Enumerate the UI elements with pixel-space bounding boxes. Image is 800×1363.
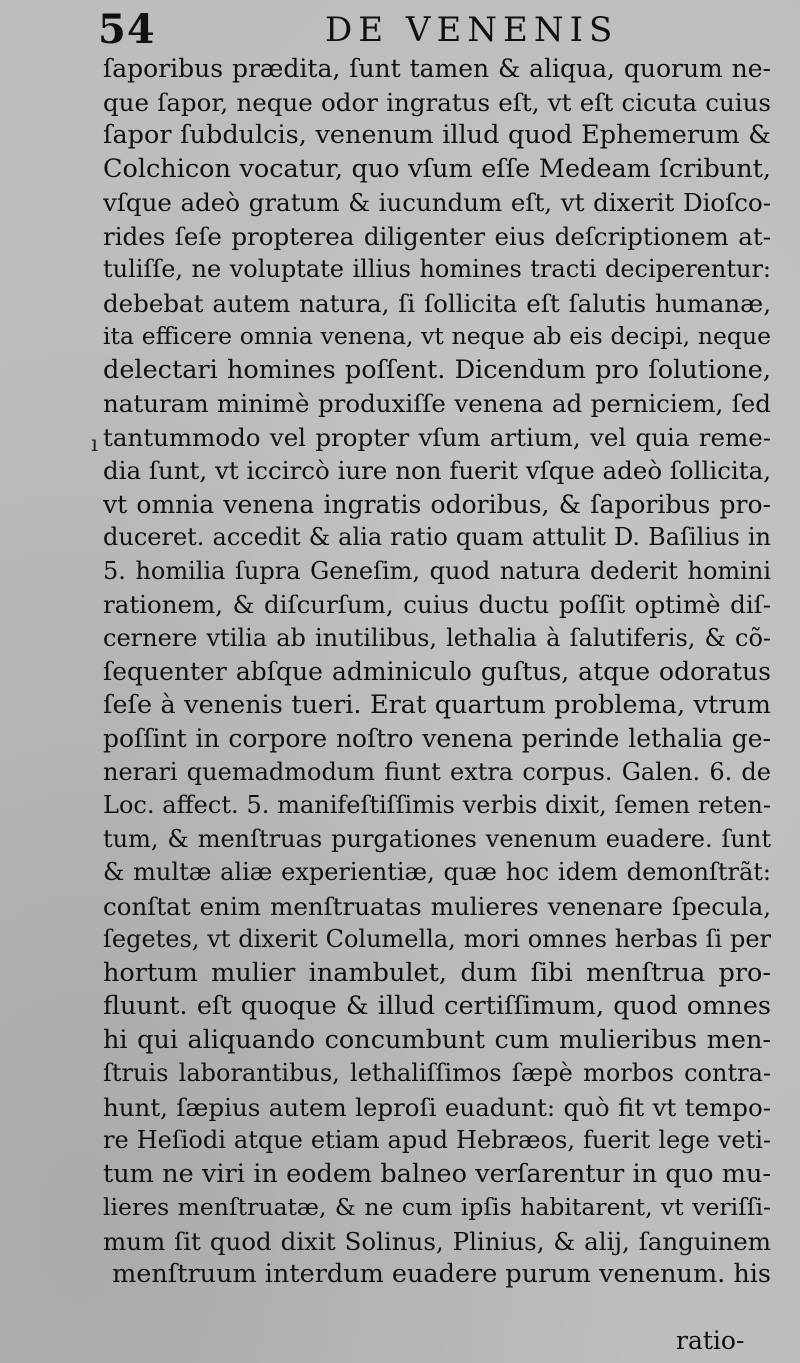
text-line: ſequenter abſque adminiculo guſtus, atque odoratus [103,657,771,686]
text-line: conſtat enim menſtruatas mulieres venenare ſpecula, [103,891,771,921]
text-line: hi qui aliquando concumbunt cum mulieribus men- [103,1024,771,1055]
text-line: ſapor ſubdulcis, venenum illud quod Ephemerum & [103,120,771,150]
text-line: vſque adeò gratum & iucundum eſt, vt dixerit Dioſco- [103,188,771,217]
running-title: DE VENENIS [325,10,619,50]
text-line: vt omnia venena ingratis odoribus, & ſaporibus pro- [103,489,771,519]
catchword: ratio- [676,1326,745,1355]
text-line: ita efficere omnia venena, vt neque ab eis decipi, neque [103,322,771,350]
text-line: re Heſiodi atque etiam apud Hebræos, fuerit lege veti- [103,1126,771,1154]
text-line: fluunt. eſt quoque & illud certiſſimum, quod omnes [103,991,771,1021]
text-line: rides ſeſe propterea diligenter eius deſcriptionem at- [103,221,771,251]
text-line: nerari quemadmodum fiunt extra corpus. Galen. 6. de [103,757,771,786]
text-line: duceret. accedit & alia ratio quam attulit D. Baſilius in [103,523,771,551]
text-line: tum, & menſtruas purgationes venenum euadere. ſunt [103,824,771,853]
text-line: ſegetes, vt dixerit Columella, mori omnes herbas ſi per [103,925,771,953]
text-line: hunt, ſæpius autem leproſi euadunt: quò fit vt tempo- [103,1092,771,1122]
body-text [103,52,771,1292]
text-line: tantummodo vel propter vſum artium, vel quia reme- [103,422,771,452]
text-line: cernere vtilia ab inutilibus, lethalia à ſalutiferis, & cõ- [103,623,771,652]
text-line: rationem, & diſcurſum, cuius ductu poſſit optimè diſ- [103,590,771,619]
text-line: ſaporibus prædita, ſunt tamen & aliqua, quorum ne- [103,54,771,83]
text-line: dia ſunt, vt iccircò iure non fuerit vſque adeò ſollicita, [103,456,771,485]
text-line: ſeſe à venenis tueri. Erat quartum problema, vtrum [103,689,771,720]
text-line: tuliſſe, ne voluptate illius homines tracti deciperentur: [103,255,771,283]
text-line: Loc. affect. 5. manifeſtiſſimis verbis dixit, ſemen reten- [103,791,771,819]
text-line: que ſapor, neque odor ingratus eſt, vt eſt cicuta cuius [103,87,771,117]
text-line: delectari homines poſſent. Dicendum pro ſolutione, [103,354,771,385]
text-line: Colchicon vocatur, quo vſum eſſe Medeam ſcribunt, [103,153,771,184]
text-line: menſtruum interdum euadere purum venenum. his [112,1259,771,1289]
text-line: tum ne viri in eodem balneo verſarentur in quo mu- [103,1158,771,1189]
text-line: naturam minimè produxiſſe venena ad perniciem, ſed [103,389,771,418]
text-line: lieres menſtruatæ, & ne cum ipſis habitarent, vt veriſſi- [103,1193,771,1221]
margin-mark: ı [91,432,99,457]
text-line: ſtruis laborantibus, lethaliſſimos ſæpè morbos contra- [103,1059,771,1087]
text-line: 5. homilia ſupra Geneſim, quod natura dederit homini [103,556,771,585]
text-line: mum ſit quod dixit Solinus, Plinius, & alij, ſanguinem [103,1226,771,1256]
text-line: debebat autem natura, ſi ſollicita eſt ſalutis humanæ, [103,288,771,318]
text-line: poſſint in corpore noſtro venena perinde lethalia ge- [103,724,771,753]
text-line: & multæ aliæ experientiæ, quæ hoc idem demonſtrãt: [103,858,771,886]
page-number: 54 [98,6,156,53]
text-line: hortum mulier inambulet, dum ſibi menſtrua pro- [103,957,771,988]
